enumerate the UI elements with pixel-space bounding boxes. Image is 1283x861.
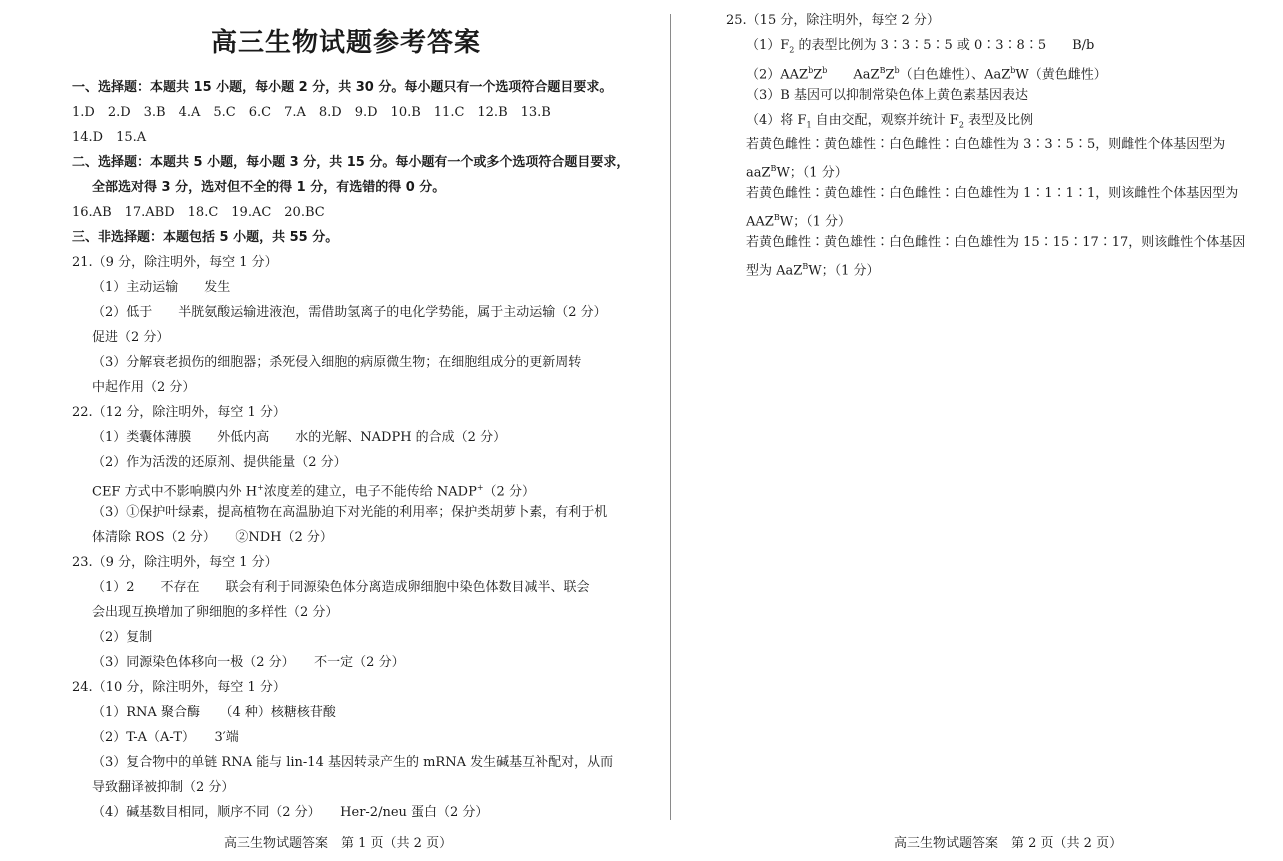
q21-answer-line: 促进（2 分） — [92, 330, 170, 345]
q22-text-part: CEF 方式中不影响膜内外 H — [92, 484, 258, 500]
q23-answer-line: （3）同源染色体移向一极（2 分） 不一定（2 分） — [92, 655, 405, 670]
q25-text-part: （1）F — [746, 38, 790, 53]
q23-heading: 23.（9 分，除注明外，每空 1 分） — [72, 555, 278, 570]
q23-answer-line: （2）复制 — [92, 630, 153, 645]
q25-text-part: （4）将 F — [746, 113, 807, 128]
superscript: b — [822, 66, 828, 75]
q22-answer-line: （2）作为活泼的还原剂、提供能量（2 分） — [92, 455, 347, 470]
superscript: + — [476, 483, 484, 492]
q25-answer-line — [746, 37, 1094, 60]
q25-heading: 25.（15 分，除注明外，每空 2 分） — [726, 13, 940, 28]
q25-text-part: 表型及比例 — [963, 113, 1034, 128]
q25-text-part: aaZ — [746, 165, 771, 181]
q25-text-part: 的表型比例为 3∶3∶5∶5 或 0∶3∶8∶5 B/b — [794, 38, 1095, 53]
section-1-answers-line-1: 1.D 2.D 3.B 4.A 5.C 6.C 7.A 8.D 9.D 10.B 11.C 12.B 13.B — [72, 105, 551, 120]
superscript: b — [808, 66, 814, 75]
q25-text-part: AaZ — [827, 67, 880, 83]
q25-text-part: AAZ — [746, 214, 774, 230]
q25-text-part: W；（1 分） — [776, 165, 848, 181]
subscript: 1 — [806, 120, 812, 130]
section-1-answers-line-2: 14.D 15.A — [72, 130, 147, 145]
superscript: B — [879, 66, 886, 75]
q24-answer-line: 导致翻译被抑制（2 分） — [92, 780, 235, 795]
q25-text-part: W（黄色雌性） — [1015, 67, 1107, 83]
q25-text-part: W；（1 分） — [808, 263, 880, 279]
q25-case-line: 若黄色雌性∶黄色雄性∶白色雌性∶白色雄性为 3∶3∶5∶5，则雌性个体基因型为 — [746, 137, 1226, 152]
q21-answer-line: （1）主动运输 发生 — [92, 280, 231, 295]
section-3-heading: 三、非选择题：本题包括 5 小题，共 55 分。 — [72, 230, 339, 245]
q25-answer-line — [746, 112, 1033, 135]
section-2-answers: 16.AB 17.ABD 18.C 19.AC 20.BC — [72, 205, 325, 220]
section-2-heading-cont: 全部选对得 3 分，选对但不全的得 1 分，有选错的得 0 分。 — [92, 180, 446, 195]
subscript: 2 — [789, 45, 795, 55]
q25-text-part: Z — [885, 67, 895, 83]
q21-heading: 21.（9 分，除注明外，每空 1 分） — [72, 255, 278, 270]
q25-text-part: Z — [813, 67, 823, 83]
q25-answer-line: （3）B 基因可以抑制常染色体上黄色素基因表达 — [746, 88, 1028, 103]
q25-case-line — [746, 160, 848, 182]
superscript: b — [894, 66, 900, 75]
q25-text-part: 型为 AaZ — [746, 263, 803, 279]
q25-case-line — [746, 209, 851, 231]
superscript: B — [773, 213, 780, 222]
q21-answer-line: （2）低于 半胱氨酸运输进液泡，需借助氢离子的电化学势能，属于主动运输（2 分） — [92, 305, 607, 320]
q22-text-part: （2 分） — [483, 484, 535, 500]
q22-heading: 22.（12 分，除注明外，每空 1 分） — [72, 405, 286, 420]
q25-case-line — [746, 258, 879, 280]
superscript: B — [802, 262, 809, 271]
column-divider — [670, 14, 671, 820]
q25-answer-line — [746, 62, 1107, 84]
superscript: + — [257, 483, 264, 492]
q24-answer-line: （1）RNA 聚合酶 （4 种）核糖核苷酸 — [92, 705, 336, 720]
q21-answer-line: 中起作用（2 分） — [92, 380, 196, 395]
page-footer: 高三生物试题答案 第 2 页（共 2 页） — [894, 836, 1123, 851]
q23-answer-line: 会出现互换增加了卵细胞的多样性（2 分） — [92, 605, 339, 620]
page-footer: 高三生物试题答案 第 1 页（共 2 页） — [224, 836, 453, 851]
q25-text-part: W；（1 分） — [779, 214, 851, 230]
subscript: 2 — [958, 120, 964, 130]
section-1-heading: 一、选择题：本题共 15 小题，每小题 2 分，共 30 分。每小题只有一个选项符合题目要求。 — [72, 80, 613, 95]
q25-case-line: 若黄色雌性∶黄色雄性∶白色雌性∶白色雄性为 15∶15∶17∶17，则该雌性个体基因 — [746, 235, 1246, 250]
q22-text-part: 浓度差的建立，电子不能传给 NADP — [263, 484, 477, 500]
q24-answer-line: （2）T-A（A-T） 3′端 — [92, 730, 239, 745]
q25-text-part: （白色雄性）、AaZ — [899, 67, 1011, 83]
q25-text-part: （2）AAZ — [746, 67, 809, 83]
q23-answer-line: （1）2 不存在 联会有利于同源染色体分离造成卵细胞中染色体数目减半、联会 — [92, 580, 590, 595]
q24-heading: 24.（10 分，除注明外，每空 1 分） — [72, 680, 286, 695]
q25-case-line: 若黄色雌性∶黄色雄性∶白色雌性∶白色雄性为 1∶1∶1∶1，则该雌性个体基因型为 — [746, 186, 1239, 201]
superscript: b — [1010, 66, 1016, 75]
q24-answer-line: （4）碱基数目相同，顺序不同（2 分） Her-2/neu 蛋白（2 分） — [92, 805, 489, 820]
q22-answer-line — [92, 479, 535, 501]
page-title: 高三生物试题参考答案 — [210, 28, 481, 58]
q24-answer-line: （3）复合物中的单链 RNA 能与 lin-14 基因转录产生的 mRNA 发生碱基互补配对，从而 — [92, 755, 614, 770]
q21-answer-line: （3）分解衰老损伤的细胞器；杀死侵入细胞的病原微生物；在细胞组成分的更新周转 — [92, 355, 582, 370]
q22-answer-line: 体清除 ROS（2 分） ②NDH（2 分） — [92, 530, 333, 545]
superscript: B — [770, 164, 777, 173]
q25-text-part: 自由交配，观察并统计 F — [811, 113, 959, 128]
q22-answer-line: （3）①保护叶绿素，提高植物在高温胁迫下对光能的利用率；保护类胡萝卜素，有利于机 — [92, 505, 608, 520]
q22-answer-line: （1）类囊体薄膜 外低内高 水的光解、NADPH 的合成（2 分） — [92, 430, 507, 445]
section-2-heading: 二、选择题：本题共 5 小题，每小题 3 分，共 15 分。每小题有一个或多个选项符合题目要求， — [72, 155, 630, 170]
